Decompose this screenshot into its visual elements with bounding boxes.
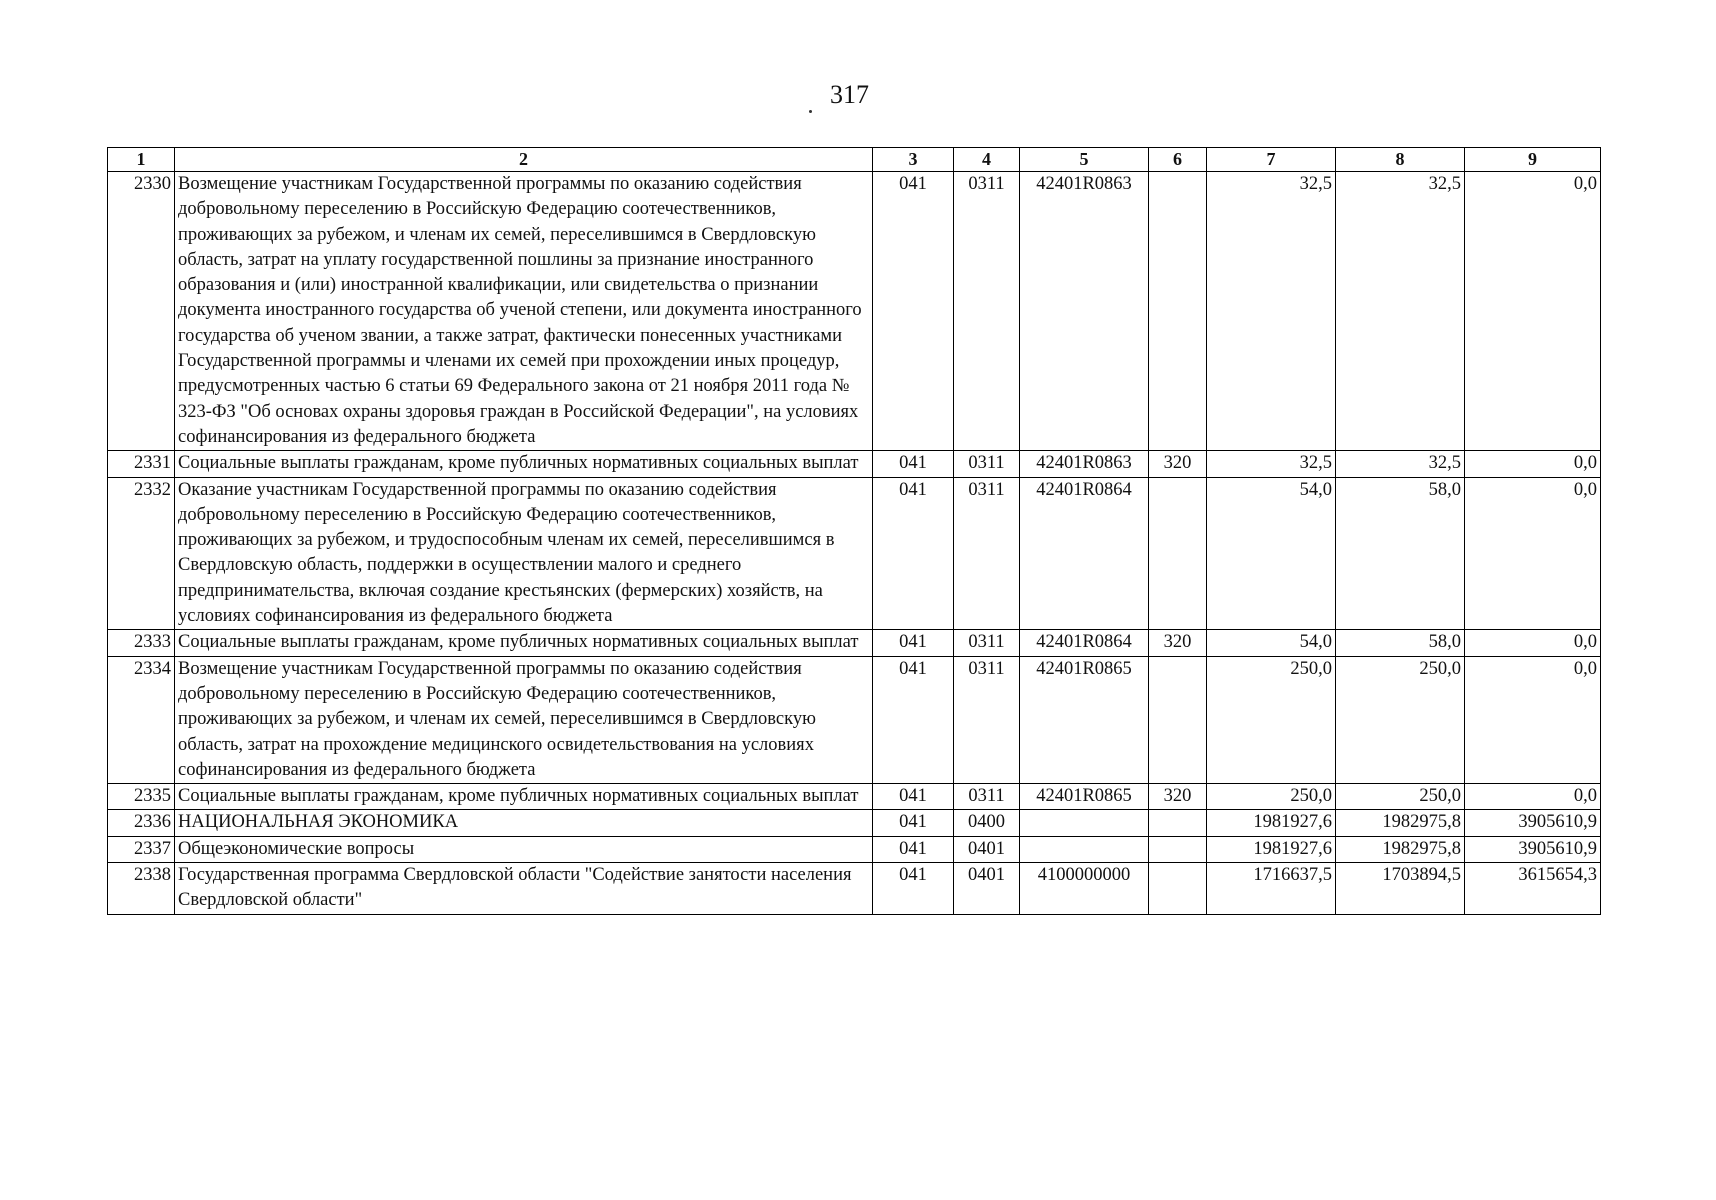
table-row <box>108 630 1601 656</box>
item-name: Оказание участникам Государственной программы по оказанию содействия добровольному переселению в Российскую Федерацию соотечественников, проживающих за рубежом, и трудоспособным членам их семей, переселившимся в Свердловскую область, поддержки в осуществлении малого и среднего предпринимательства, включая создание крестьянских (фермерских) хозяйств, на условиях софинансирования из федерального бюджета <box>175 477 873 630</box>
item-name: Общеэкономические вопросы <box>175 836 873 862</box>
amount-col7: 250,0 <box>1207 784 1336 810</box>
target-article-code: 42401R0865 <box>1020 784 1149 810</box>
section-code: 0311 <box>954 784 1020 810</box>
amount-col8: 1703894,5 <box>1336 863 1465 915</box>
expense-type-code <box>1149 477 1207 630</box>
item-name: Социальные выплаты гражданам, кроме публичных нормативных социальных выплат <box>175 630 873 656</box>
amount-col9: 0,0 <box>1465 656 1601 783</box>
row-number: 2333 <box>108 630 175 656</box>
amount-col8: 250,0 <box>1336 656 1465 783</box>
column-header-4: 4 <box>954 148 1020 172</box>
expense-type-code <box>1149 836 1207 862</box>
table-row <box>108 477 1601 630</box>
row-number: 2336 <box>108 810 175 836</box>
target-article-code: 42401R0865 <box>1020 656 1149 783</box>
amount-col8: 250,0 <box>1336 784 1465 810</box>
section-code: 0311 <box>954 656 1020 783</box>
target-article-code <box>1020 810 1149 836</box>
row-number: 2330 <box>108 172 175 451</box>
target-article-code: 42401R0864 <box>1020 630 1149 656</box>
section-code: 0311 <box>954 477 1020 630</box>
target-article-code <box>1020 836 1149 862</box>
scan-speck <box>809 110 812 113</box>
column-header-5: 5 <box>1020 148 1149 172</box>
section-code: 0311 <box>954 451 1020 477</box>
target-article-code: 42401R0863 <box>1020 451 1149 477</box>
amount-col9: 3905610,9 <box>1465 836 1601 862</box>
ministry-code: 041 <box>873 172 954 451</box>
row-number: 2334 <box>108 656 175 783</box>
amount-col7: 32,5 <box>1207 172 1336 451</box>
table-row <box>108 656 1601 783</box>
amount-col9: 0,0 <box>1465 172 1601 451</box>
amount-col7: 250,0 <box>1207 656 1336 783</box>
amount-col8: 32,5 <box>1336 172 1465 451</box>
amount-col8: 58,0 <box>1336 630 1465 656</box>
item-name: НАЦИОНАЛЬНАЯ ЭКОНОМИКА <box>175 810 873 836</box>
table-row <box>108 836 1601 862</box>
amount-col7: 1981927,6 <box>1207 836 1336 862</box>
column-header-3: 3 <box>873 148 954 172</box>
table-row <box>108 810 1601 836</box>
item-name: Возмещение участникам Государственной программы по оказанию содействия добровольному переселению в Российскую Федерацию соотечественников, проживающих за рубежом, и членам их семей, переселившимся в Свердловскую область, затрат на уплату государственной пошлины за признание иностранного образования и (или) иностранной квалификации, или свидетельства о признании документа иностранного государства об ученой степени, или документа иностранного государства об ученом звании, а также затрат, фактически понесенных участниками Государственной программы и членами их семей при прохождении иных процедур, предусмотренных частью 6 статьи 69 Федерального закона от 21 ноября 2011 года № 323-ФЗ "Об основах охраны здоровья граждан в Российской Федерации", на условиях софинансирования из федерального бюджета <box>175 172 873 451</box>
budget-table <box>107 147 1601 915</box>
column-header-2: 2 <box>175 148 873 172</box>
amount-col8: 58,0 <box>1336 477 1465 630</box>
target-article-code: 4100000000 <box>1020 863 1149 915</box>
ministry-code: 041 <box>873 477 954 630</box>
amount-col7: 1716637,5 <box>1207 863 1336 915</box>
column-header-9: 9 <box>1465 148 1601 172</box>
item-name: Возмещение участникам Государственной программы по оказанию содействия добровольному переселению в Российскую Федерацию соотечественников, проживающих за рубежом, и членам их семей, переселившимся в Свердловскую область, затрат на прохождение медицинского освидетельствования на условиях софинансирования из федерального бюджета <box>175 656 873 783</box>
row-number: 2337 <box>108 836 175 862</box>
item-name: Государственная программа Свердловской области "Содействие занятости населения Свердловской области" <box>175 863 873 915</box>
target-article-code: 42401R0864 <box>1020 477 1149 630</box>
amount-col8: 1982975,8 <box>1336 836 1465 862</box>
expense-type-code <box>1149 810 1207 836</box>
section-code: 0400 <box>954 810 1020 836</box>
ministry-code: 041 <box>873 630 954 656</box>
expense-type-code: 320 <box>1149 451 1207 477</box>
ministry-code: 041 <box>873 451 954 477</box>
section-code: 0401 <box>954 836 1020 862</box>
ministry-code: 041 <box>873 810 954 836</box>
expense-type-code <box>1149 863 1207 915</box>
expense-type-code <box>1149 172 1207 451</box>
amount-col9: 0,0 <box>1465 451 1601 477</box>
column-header-1: 1 <box>108 148 175 172</box>
row-number: 2332 <box>108 477 175 630</box>
amount-col9: 0,0 <box>1465 630 1601 656</box>
expense-type-code: 320 <box>1149 784 1207 810</box>
expense-type-code: 320 <box>1149 630 1207 656</box>
ministry-code: 041 <box>873 656 954 783</box>
amount-col8: 1982975,8 <box>1336 810 1465 836</box>
amount-col8: 32,5 <box>1336 451 1465 477</box>
item-name: Социальные выплаты гражданам, кроме публичных нормативных социальных выплат <box>175 451 873 477</box>
table-row <box>108 784 1601 810</box>
row-number: 2331 <box>108 451 175 477</box>
table-body <box>108 172 1601 915</box>
column-header-8: 8 <box>1336 148 1465 172</box>
target-article-code: 42401R0863 <box>1020 172 1149 451</box>
amount-col7: 54,0 <box>1207 477 1336 630</box>
amount-col9: 3615654,3 <box>1465 863 1601 915</box>
amount-col9: 0,0 <box>1465 477 1601 630</box>
item-name: Социальные выплаты гражданам, кроме публичных нормативных социальных выплат <box>175 784 873 810</box>
section-code: 0311 <box>954 630 1020 656</box>
amount-col7: 54,0 <box>1207 630 1336 656</box>
ministry-code: 041 <box>873 784 954 810</box>
amount-col7: 1981927,6 <box>1207 810 1336 836</box>
table-row <box>108 172 1601 451</box>
header-row <box>108 148 1601 172</box>
ministry-code: 041 <box>873 836 954 862</box>
column-header-6: 6 <box>1149 148 1207 172</box>
section-code: 0401 <box>954 863 1020 915</box>
section-code: 0311 <box>954 172 1020 451</box>
table-row <box>108 451 1601 477</box>
row-number: 2335 <box>108 784 175 810</box>
amount-col7: 32,5 <box>1207 451 1336 477</box>
amount-col9: 3905610,9 <box>1465 810 1601 836</box>
amount-col9: 0,0 <box>1465 784 1601 810</box>
row-number: 2338 <box>108 863 175 915</box>
ministry-code: 041 <box>873 863 954 915</box>
table-row <box>108 863 1601 915</box>
expense-type-code <box>1149 656 1207 783</box>
column-header-7: 7 <box>1207 148 1336 172</box>
page-number: 317 <box>830 80 869 109</box>
